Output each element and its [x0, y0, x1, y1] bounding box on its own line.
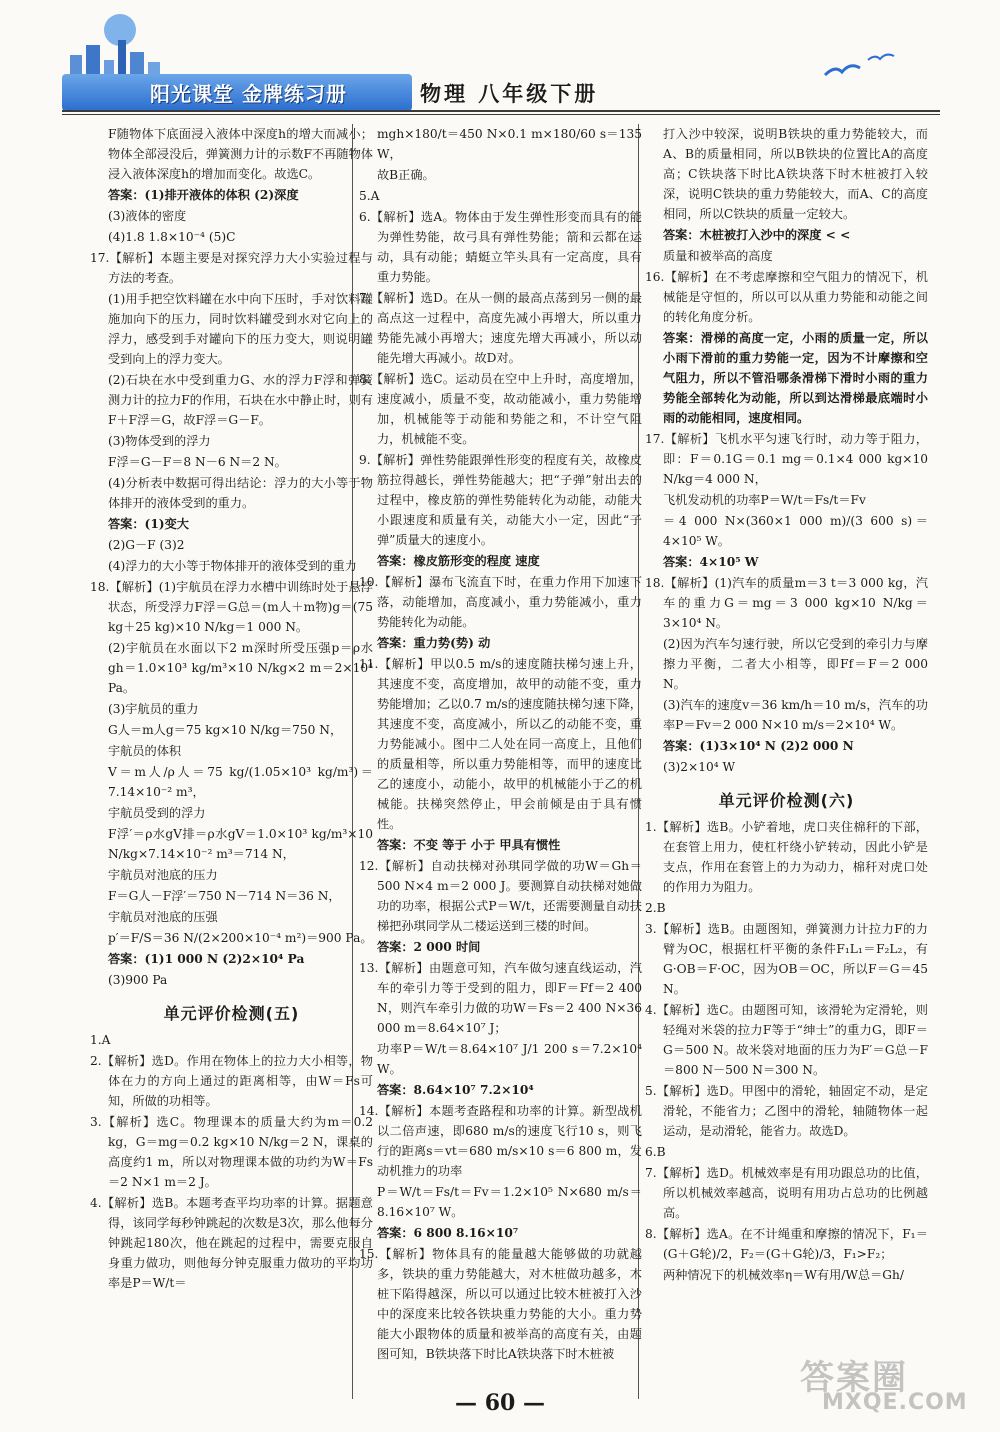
- text-line: 5.A: [359, 189, 380, 203]
- text-line: F＝G人－F浮′＝750 N－714 N＝36 N，: [108, 889, 341, 903]
- text-line: 17.【解析】本题主要是对探究浮力大小实验过程与方法的考查。: [90, 251, 373, 285]
- text-line: 7.【解析】选D。机械效率是有用功跟总功的比值，所以机械效率越高，说明有用功占总功的比例越高。: [645, 1166, 928, 1220]
- text-line: 3.【解析】选B。由题图知，弹簧测力计拉力F的力臂为OC，根据杠杆平衡的条件F₁L₁＝F₂L₂，有G·OB＝F·OC，因为OB＝OC，所以F＝G＝45 N。: [645, 922, 928, 996]
- column-middle: [359, 124, 642, 1365]
- text-line: 答案：8.64×10⁷ 7.2×10⁴: [377, 1083, 534, 1097]
- text-line: 宇航员对池底的压强: [108, 910, 218, 924]
- text-line: 答案：4×10⁵ W: [663, 555, 759, 569]
- text-line: 宇航员的体积: [108, 744, 182, 758]
- header-rule-thin: [62, 114, 940, 115]
- text-line: 10.【解析】瀑布飞流直下时，在重力作用下加速下落，动能增加，高度减小，重力势能减小，重力势能转化为动能。: [359, 575, 642, 629]
- text-line: 答案：不变 等于 小于 甲具有惯性: [377, 838, 561, 852]
- watermark-url: MXQE.COM: [822, 1390, 968, 1415]
- text-line: 8.【解析】选C。运动员在空中上升时，高度增加，速度减小，质量不变，故动能减小，重力势能增加，机械能等于动能和势能之和，不计空气阻力，机械能不变。: [359, 372, 642, 446]
- text-line: 3.【解析】选C。物理课本的质量大约为m＝0.2 kg，G＝mg＝0.2 kg×10 N/kg＝2 N，课桌的高度约1 m，所以对物理课本做的功约为W＝Fs＝2 N×1 m＝2 J。: [90, 1115, 373, 1189]
- text-line: 9.【解析】弹性势能跟弹性形变的程度有关，故橡皮筋拉得越长，弹性势能越大；把“子弹”射出去的过程中，橡皮筋的弹性势能转化为动能，动能大小跟速度和质量有关，动能大小一定，因此“子弹”质量大的速度小。: [359, 453, 642, 547]
- text-line: 答案：(1)变大: [108, 517, 189, 531]
- text-line: 2.【解析】选D。作用在物体上的拉力大小相等，物体在力的方向上通过的距离相等，由W＝Fs可知，所做的功相等。: [90, 1054, 373, 1108]
- watermark-logo: 答案圈: [800, 1358, 908, 1398]
- text-line: F浮′＝ρ水gV排＝ρ水gV＝1.0×10³ kg/m³×10 N/kg×7.14×10⁻² m³＝714 N，: [108, 827, 373, 861]
- birds-icon: [820, 50, 900, 90]
- text-line: (3)宇航员的重力: [108, 702, 199, 716]
- text-line: 18.【解析】(1)宇航员在浮力水槽中训练时处于悬浮状态，所受浮力F浮＝G总＝(m人＋m物)g＝(75 kg＋25 kg)×10 N/kg＝1 000 N。: [90, 580, 373, 634]
- text-line: 11.【解析】甲以0.5 m/s的速度随扶梯匀速上升，其速度不变，高度增加，故甲的动能不变，重力势能增加；乙以0.7 m/s的速度随扶梯匀速下降，其速度不变，高度减小，所以乙的动能不变，重力势能减小。图中二人处在同一高度上，且他们的质量相等，所以重力势能相等，而甲的速度比乙的速度小，动能小，故甲的机械能小于乙的机械能。扶梯突然停止，甲会前倾是由于具有惯性。: [359, 657, 642, 831]
- page-number: — 60 —: [455, 1390, 545, 1416]
- text-line: (3)物体受到的浮力: [108, 434, 211, 448]
- text-line: 功率P＝W/t＝8.64×10⁷ J/1 200 s＝7.2×10⁴ W。: [377, 1042, 642, 1076]
- text-line: 6.B: [645, 1145, 666, 1159]
- answer-block: [645, 124, 928, 777]
- text-line: 4.【解析】选C。由题图可知，该滑轮为定滑轮，则轻绳对米袋的拉力F等于“绅士”的重力G，即F＝G＝500 N。故米袋对地面的压力为F′＝G总－F＝800 N－500 N＝300 N。: [645, 1003, 928, 1077]
- book-title: 阳光课堂 金牌练习册: [150, 82, 347, 106]
- text-line: G人＝m人g＝75 kg×10 N/kg＝750 N，: [108, 723, 343, 737]
- text-line: 5.【解析】选D。甲图中的滑轮，轴固定不动，是定滑轮，不能省力；乙图中的滑轮，轴随物体一起运动，是动滑轮，能省力。故选D。: [645, 1084, 928, 1138]
- text-line: (3)900 Pa: [108, 973, 168, 987]
- text-line: (2)G－F (3)2: [108, 538, 185, 552]
- text-line: 2.B: [645, 901, 666, 915]
- text-line: 13.【解析】由题意可知，汽车做匀速直线运动，汽车的牵引力等于受到的阻力，即F＝Ff＝2 400 N，则汽车牵引力做的功W＝Fs＝2 400 N×36 000 m＝8.64×10⁷ J；: [359, 961, 642, 1035]
- text-line: F随物体下底面浸入液体中深度h的增大而减小；物体全部浸没后，弹簧测力计的示数F不再随物体浸入液体深度h的增加而变化。故选C。: [108, 127, 373, 181]
- text-line: 12.【解析】自动扶梯对孙琪同学做的功W＝Gh＝500 N×4 m＝2 000 J。要测算自动扶梯对她做功的功率，根据公式P＝W/t，还需要测量自动扶梯把孙琪同学从二楼运送到三楼的时间。: [359, 859, 642, 933]
- text-line: (2)因为汽车匀速行驶，所以它受到的牵引力与摩擦力平衡，二者大小相等，即Ff＝F＝2 000 N。: [663, 637, 928, 691]
- answer-block: [645, 817, 928, 1285]
- text-line: 17.【解析】飞机水平匀速飞行时，动力等于阻力，即：F＝0.1G＝0.1 mg＝0.1×4 000 kg×10 N/kg＝4 000 N，: [645, 432, 928, 486]
- answer-block: [90, 1030, 373, 1293]
- text-line: (3)汽车的速度v＝36 km/h＝10 m/s，汽车的功率P＝Fv＝2 000 N×10 m/s＝2×10⁴ W。: [663, 698, 928, 732]
- text-line: 答案：(1)3×10⁴ N (2)2 000 N: [663, 739, 854, 753]
- text-line: 质量和被举高的高度: [663, 249, 773, 263]
- text-line: 宇航员对池底的压力: [108, 868, 218, 882]
- text-line: 答案：木桩被打入沙中的深度 < <: [663, 228, 851, 242]
- section-heading: 单元评价检测(五): [163, 1004, 300, 1023]
- text-line: 答案：(1)1 000 N (2)2×10⁴ Pa: [108, 952, 305, 966]
- column-right: [645, 124, 928, 1286]
- text-line: 1.【解析】选B。小铲着地，虎口夹住棉秆的下部，在套管上用力，使杠杆绕小铲转动，因此小铲是支点，作用在套管上的力为动力，棉秆对虎口处的作用力为阻力。: [645, 820, 928, 894]
- text-line: 15.【解析】物体具有的能量越大能够做的功就越多，铁块的重力势能越大，对木桩做功越多，木桩下陷得越深，所以可以通过比较木桩被打入沙中的深度来比较各铁块重力势能的大小。重力势能大小跟物体的质量和被举高的高度有关，由题图可知，B铁块落下时比A铁块落下时木桩被: [359, 1247, 642, 1361]
- text-line: 14.【解析】本题考查路程和功率的计算。新型战机以二倍声速，即680 m/s的速度飞行10 s，则飞行的距离s＝vt＝680 m/s×10 s＝6 800 m，发动机推力的功率: [359, 1104, 642, 1178]
- header-rule: [62, 110, 940, 112]
- text-line: (3)液体的密度: [108, 209, 187, 223]
- column-left: [90, 124, 373, 1294]
- text-line: 16.【解析】在不考虑摩擦和空气阻力的情况下，机械能是守恒的，所以可以从重力势能和动能之间的转化角度分析。: [645, 270, 928, 324]
- answer-block: [90, 124, 373, 990]
- answer-block: [359, 124, 642, 1364]
- text-line: 答案：6 800 8.16×10⁷: [377, 1226, 519, 1240]
- text-line: 故B正确。: [377, 168, 435, 182]
- subject-grade: 物理 八年级下册: [420, 82, 599, 106]
- text-line: (2)宇航员在水面以下2 m深时所受压强p＝ρ水gh＝1.0×10³ kg/m³×10 N/kg×2 m＝2×10⁴ Pa。: [108, 641, 373, 695]
- text-line: 答案：滑梯的高度一定，小雨的质量一定，所以小雨下滑前的重力势能一定，因为不计摩擦和空气阻力，所以不管沿哪条滑梯下滑时小雨的重力势能全部转化为动能，所以到达滑梯最底端时小雨的动能相同，速度相同。: [663, 331, 928, 425]
- text-line: mgh×180/t＝450 N×0.1 m×180/60 s＝135 W，: [377, 127, 642, 161]
- text-line: 18.【解析】(1)汽车的质量m＝3 t＝3 000 kg，汽车的重力G＝mg＝3 000 kg×10 N/kg＝3×10⁴ N。: [645, 576, 928, 630]
- text-line: 两种情况下的机械效率η＝W有用/W总＝Gh/: [663, 1268, 904, 1282]
- text-line: 6.【解析】选A。物体由于发生弹性形变而具有的能为弹性势能，故弓具有弹性势能；箭和云都在运动，具有动能；蜻蜓立竿头具有一定高度，具有重力势能。: [359, 210, 642, 284]
- section-heading: 单元评价检测(六): [718, 791, 855, 810]
- text-line: (3)2×10⁴ W: [663, 760, 736, 774]
- text-line: 7.【解析】选D。在从一侧的最高点荡到另一侧的最高点这一过程中，高度先减小再增大，所以重力势能先减小再增大；速度先增大再减小，所以动能先增大再减小。故D对。: [359, 291, 642, 365]
- text-line: (4)分析表中数据可得出结论：浮力的大小等于物体排开的液体受到的重力。: [108, 476, 373, 510]
- text-line: (1)用手把空饮料罐在水中向下压时，手对饮料罐施加向下的压力，同时饮料罐受到水对它向上的浮力，感受到手对罐向下的压力变大，则说明罐受到向上的浮力变大。: [108, 292, 373, 366]
- text-line: 打入沙中较深，说明B铁块的重力势能较大，而A、B的质量相同，所以B铁块的位置比A的高度高；C铁块落下时比A铁块落下时木桩被打入较深，说明C铁块的重力势能较大，而A、C的高度相同，所以C铁块的质量一定较大。: [663, 127, 928, 221]
- text-line: V＝m人/ρ人＝75 kg/(1.05×10³ kg/m³)＝7.14×10⁻² m³，: [108, 765, 373, 799]
- text-line: (2)石块在水中受到重力G、水的浮力F浮和弹簧测力计的拉力F的作用，石块在水中静止时，则有F＋F浮＝G，故F浮＝G－F。: [108, 373, 373, 427]
- text-line: p′＝F/S＝36 N/(2×200×10⁻⁴ m²)＝900 Pa。: [108, 931, 373, 945]
- text-line: P＝W/t＝Fs/t＝Fv＝1.2×10⁵ N×680 m/s＝8.16×10⁷ W。: [377, 1185, 642, 1219]
- text-line: 8.【解析】选A。在不计绳重和摩擦的情况下，F₁＝(G＋G轮)/2，F₂＝(G＋G轮)/3，F₁>F₂；: [645, 1227, 928, 1261]
- text-line: 答案：重力势(势) 动: [377, 636, 491, 650]
- text-line: 4.【解析】选B。本题考查平均功率的计算。据题意得，该同学每秒钟跳起的次数是3次，那么他每分钟跳起180次，他在跳起的过程中，需要克服自身重力做功，则他每分钟克服重力做功的平均功率是P＝W/t＝: [90, 1196, 373, 1290]
- text-line: (4)1.8 1.8×10⁻⁴ (5)C: [108, 230, 236, 244]
- text-line: 宇航员受到的浮力: [108, 806, 206, 820]
- text-line: ＝4 000 N×(360×1 000 m)/(3 600 s)＝4×10⁵ W。: [663, 514, 928, 548]
- text-line: 1.A: [90, 1033, 111, 1047]
- text-line: 飞机发动机的功率P＝W/t＝Fs/t＝Fv: [663, 493, 866, 507]
- text-line: 答案：橡皮筋形变的程度 速度: [377, 554, 540, 568]
- text-line: (4)浮力的大小等于物体排开的液体受到的重力: [108, 559, 357, 573]
- text-line: 答案：(1)排开液体的体积 (2)深度: [108, 188, 299, 202]
- page-header: [0, 0, 1000, 118]
- text-line: F浮＝G－F＝8 N－6 N＝2 N。: [108, 455, 287, 469]
- text-line: 答案：2 000 时间: [377, 940, 481, 954]
